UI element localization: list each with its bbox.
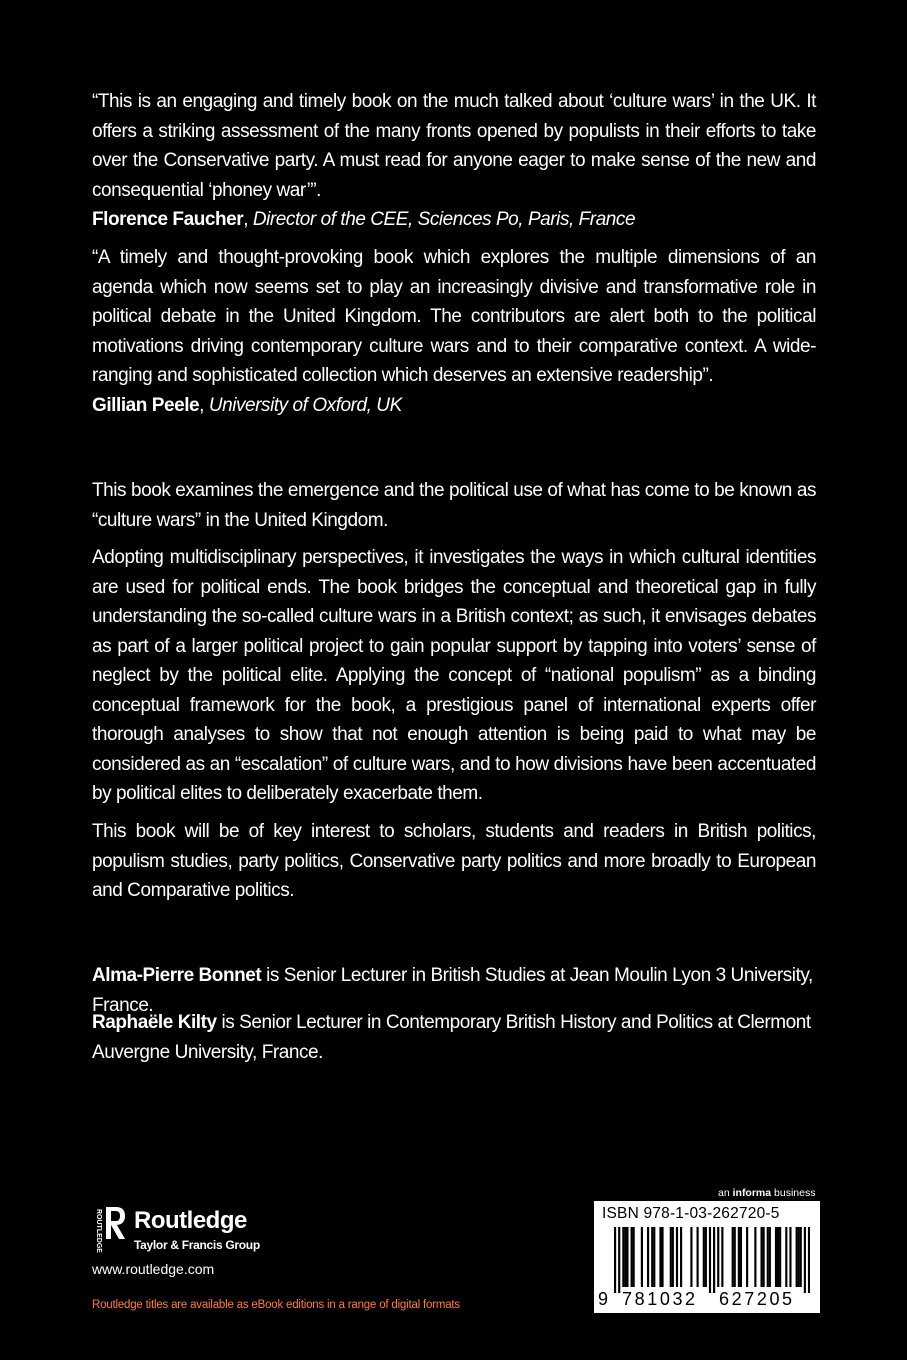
barcode-bar <box>614 1227 616 1293</box>
barcode-bar <box>777 1227 779 1287</box>
author-bio-2 <box>92 1008 816 1067</box>
barcode-bar <box>754 1227 756 1287</box>
barcode-bar <box>661 1227 663 1287</box>
barcode-bar <box>717 1227 719 1287</box>
barcode-bar <box>785 1227 787 1287</box>
barcode-bar <box>659 1227 661 1287</box>
barcode-bar <box>746 1227 748 1287</box>
barcode-bar <box>647 1227 649 1287</box>
barcode-bar <box>789 1227 791 1287</box>
barcode-bar <box>804 1227 806 1293</box>
barcode-bar <box>631 1227 633 1287</box>
barcode-bar <box>775 1227 777 1287</box>
author-description: is Senior Lecturer in British Studies at Jean Moulin Lyon 3 University, France. <box>92 965 813 1016</box>
endorsement-2 <box>92 243 816 420</box>
barcode-bar <box>779 1227 781 1287</box>
description-paragraph-3 <box>92 817 816 906</box>
endorser-affiliation: University of Oxford, UK <box>208 394 402 416</box>
barcode-bar <box>672 1227 674 1287</box>
barcode-bar <box>676 1227 678 1287</box>
publisher-website[interactable]: www.routledge.com <box>92 1261 215 1277</box>
routledge-r-icon <box>92 1205 126 1255</box>
barcode-bar <box>740 1227 742 1287</box>
barcode-bar <box>705 1227 707 1287</box>
logo-mark-text: ROUTLEDGE <box>95 1209 102 1253</box>
publisher-name: Routledge <box>134 1207 247 1234</box>
informa-business-label <box>718 1187 815 1199</box>
isbn-label: ISBN 978-1-03-262720-5 <box>602 1205 780 1222</box>
barcode-bar <box>763 1227 765 1287</box>
endorsement-1 <box>92 87 816 235</box>
barcode-bar <box>622 1227 624 1287</box>
barcode-bar <box>760 1227 762 1287</box>
endorsement-attribution: Florence Faucher, Director of the CEE, Sciences Po, Paris, France <box>92 209 636 230</box>
barcode-bar <box>703 1227 705 1287</box>
author-name: Raphaële Kilty <box>92 1012 217 1033</box>
barcode-bar <box>713 1227 715 1293</box>
barcode-bar <box>796 1227 798 1287</box>
barcode-bar <box>808 1227 810 1293</box>
barcode-bar <box>633 1227 635 1287</box>
description-paragraph-2 <box>92 543 816 809</box>
barcode-bar <box>738 1227 740 1287</box>
ebook-note: Routledge titles are available as eBook editions in a range of digital formats <box>92 1299 460 1311</box>
isbn-barcode <box>594 1201 820 1313</box>
informa-suffix: business <box>771 1187 816 1199</box>
endorser-name: Florence Faucher <box>92 209 244 230</box>
publisher-group: Taylor & Francis Group <box>134 1238 260 1252</box>
barcode-bar <box>798 1227 800 1287</box>
endorsement-attribution: Gillian Peele, University of Oxford, UK <box>92 394 402 416</box>
barcode-bars <box>614 1227 810 1293</box>
barcode-bar <box>690 1227 692 1287</box>
author-description: is Senior Lecturer in Contemporary British History and Politics at Clermont Auvergne University, France. <box>92 1012 811 1063</box>
description-paragraph-1 <box>92 476 816 535</box>
barcode-bar <box>626 1227 628 1287</box>
endorser-name: Gillian Peele <box>92 394 200 416</box>
barcode-digits-left: 781032 <box>622 1289 698 1309</box>
barcode-bar <box>651 1227 653 1287</box>
barcode-bar <box>721 1227 723 1287</box>
barcode-digits-right: 627205 <box>719 1289 795 1309</box>
barcode-bar <box>641 1227 643 1287</box>
barcode-bar <box>670 1227 672 1287</box>
endorsement-quote: “This is an engaging and timely book on the much talked about ‘culture wars’ in the UK. It offers a striking assessment of the many fronts opened by populists in their efforts to take over the Conservative party. A must read for anyone eager to make sense of the new and consequential ‘phoney war’”. <box>92 91 816 201</box>
publisher-logo <box>92 1205 292 1255</box>
barcode-bar <box>769 1227 771 1287</box>
barcode-bar <box>709 1227 711 1293</box>
barcode-bar <box>800 1227 802 1287</box>
barcode-bar <box>732 1227 734 1287</box>
barcode-bar <box>767 1227 769 1287</box>
barcode-bar <box>653 1227 655 1287</box>
informa-prefix: an <box>718 1187 733 1199</box>
author-bio-text <box>92 1008 816 1067</box>
endorsement-quote: “A timely and thought-provoking book which explores the multiple dimensions of an agenda which now seems set to play an increasingly divisive and transformative role in political debate in the United Kingdom. The contributors are alert both to the political motivations driving contemporary culture wars and to their comparative context. A wide-ranging and sophisticated collection which deserves an extensive readership”. <box>92 247 816 386</box>
barcode-bar <box>697 1227 699 1287</box>
description-text: This book examines the emergence and the political use of what has come to be known as “culture wars” in the United Kingdom. <box>92 480 816 531</box>
barcode-bar <box>680 1227 682 1287</box>
description-text: This book will be of key interest to scholars, students and readers in British politics, populism studies, party politics, Conservative party politics and more broadly to European and Comparative politics. <box>92 821 816 901</box>
description-text: Adopting multidisciplinary perspectives, it investigates the ways in which cultural identities are used for political ends. The book bridges the conceptual and theoretical gap in fully understanding the so-called culture wars in a British context; as such, it envisages debates as part of a larger political project to gain popular support by tapping into voters’ sense of neglect by the political elite. Applying the concept of “national populism” as a binding conceptual framework for the book, a prestigious panel of international experts offer thorough analyses to show that not enough attention is being paid to what may be considered as an “escalation” of culture wars, and to how divisions have been accentuated by political elites to deliberately exacerbate them. <box>92 547 816 804</box>
author-name: Alma-Pierre Bonnet <box>92 965 262 986</box>
barcode-bar <box>734 1227 736 1287</box>
barcode-digit-first: 9 <box>598 1289 609 1309</box>
barcode-bar <box>624 1227 626 1287</box>
endorser-affiliation: Director of the CEE, Sciences Po, Paris, France <box>252 209 636 230</box>
informa-brand: informa <box>732 1187 772 1199</box>
barcode-bar <box>618 1227 620 1293</box>
